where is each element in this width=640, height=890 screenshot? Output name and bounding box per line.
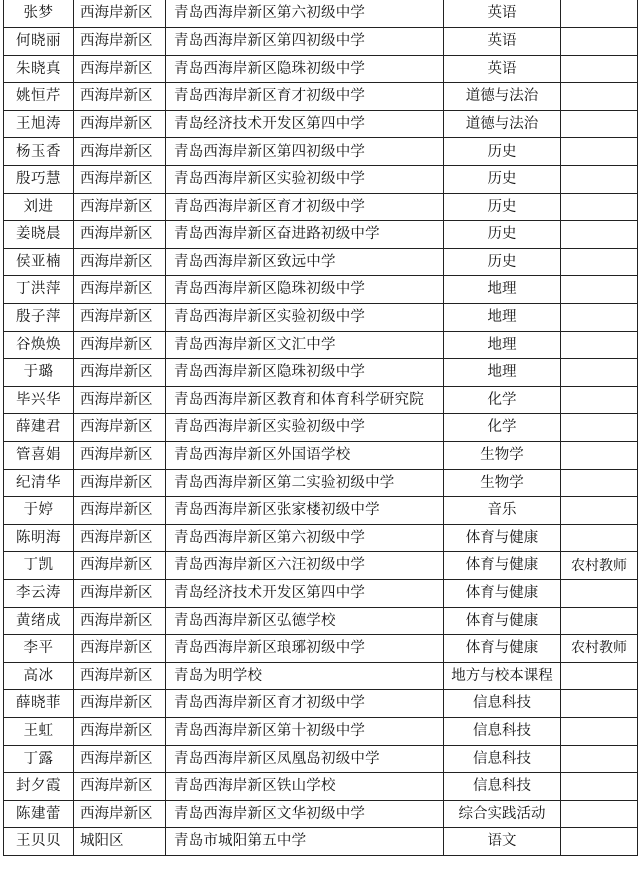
table-row [4,331,638,359]
subject-cell: 地理 [444,276,561,304]
school-cell: 青岛西海岸新区弘德学校 [166,607,444,635]
teacher-name-cell: 姚恒芹 [4,83,74,111]
table-row [4,193,638,221]
subject-cell: 信息科技 [444,773,561,801]
teacher-name-cell: 侯亚楠 [4,248,74,276]
teacher-name-cell: 薛建君 [4,414,74,442]
subject-cell: 体育与健康 [444,579,561,607]
teacher-name-cell: 丁洪萍 [4,276,74,304]
note-cell [561,166,638,194]
school-cell: 青岛西海岸新区第四初级中学 [166,138,444,166]
teacher-name-cell: 刘进 [4,193,74,221]
note-cell: 农村教师 [561,552,638,580]
subject-cell: 音乐 [444,497,561,525]
table-row [4,662,638,690]
school-cell: 青岛西海岸新区文华初级中学 [166,800,444,828]
note-cell [561,28,638,56]
school-cell: 青岛西海岸新区育才初级中学 [166,193,444,221]
note-cell [561,248,638,276]
district-cell: 西海岸新区 [74,359,166,387]
subject-cell: 历史 [444,166,561,194]
teacher-name-cell: 张梦 [4,0,74,28]
table-row [4,304,638,332]
school-cell: 青岛西海岸新区教育和体育科学研究院 [166,386,444,414]
subject-cell: 历史 [444,248,561,276]
subject-cell: 生物学 [444,469,561,497]
teacher-name-cell: 李平 [4,635,74,663]
table-row [4,552,638,580]
school-cell: 青岛西海岸新区第六初级中学 [166,0,444,28]
school-cell: 青岛西海岸新区实验初级中学 [166,166,444,194]
district-cell: 西海岸新区 [74,110,166,138]
subject-cell: 体育与健康 [444,635,561,663]
district-cell: 西海岸新区 [74,469,166,497]
table-row [4,524,638,552]
subject-cell: 体育与健康 [444,552,561,580]
note-cell [561,497,638,525]
district-cell: 西海岸新区 [74,193,166,221]
note-cell [561,0,638,28]
subject-cell: 信息科技 [444,690,561,718]
table-row [4,386,638,414]
subject-cell: 英语 [444,28,561,56]
district-cell: 西海岸新区 [74,28,166,56]
table-row [4,138,638,166]
table-row [4,0,638,28]
note-cell [561,55,638,83]
district-cell: 西海岸新区 [74,166,166,194]
district-cell: 西海岸新区 [74,524,166,552]
table-row [4,83,638,111]
note-cell [561,221,638,249]
teacher-name-cell: 黄绪成 [4,607,74,635]
table-row [4,442,638,470]
note-cell [561,442,638,470]
teacher-name-cell: 谷焕焕 [4,331,74,359]
table-row [4,469,638,497]
school-cell: 青岛市城阳第五中学 [166,828,444,856]
school-cell: 青岛西海岸新区凤凰岛初级中学 [166,745,444,773]
subject-cell: 地理 [444,331,561,359]
district-cell: 西海岸新区 [74,745,166,773]
subject-cell: 信息科技 [444,745,561,773]
note-cell [561,607,638,635]
teacher-name-cell: 王虹 [4,717,74,745]
teacher-name-cell: 姜晓晨 [4,221,74,249]
school-cell: 青岛西海岸新区文汇中学 [166,331,444,359]
table-row [4,800,638,828]
teacher-name-cell: 丁凯 [4,552,74,580]
subject-cell: 语文 [444,828,561,856]
subject-cell: 生物学 [444,442,561,470]
school-cell: 青岛西海岸新区铁山学校 [166,773,444,801]
district-cell: 西海岸新区 [74,773,166,801]
teacher-name-cell: 殷子萍 [4,304,74,332]
note-cell [561,331,638,359]
subject-cell: 化学 [444,386,561,414]
subject-cell: 地方与校本课程 [444,662,561,690]
table-row [4,773,638,801]
table-row [4,497,638,525]
teacher-name-cell: 殷巧慧 [4,166,74,194]
teacher-name-cell: 王旭涛 [4,110,74,138]
subject-cell: 道德与法治 [444,110,561,138]
subject-cell: 历史 [444,138,561,166]
district-cell: 西海岸新区 [74,497,166,525]
district-cell: 西海岸新区 [74,552,166,580]
roster-body [4,0,638,855]
district-cell: 西海岸新区 [74,717,166,745]
note-cell: 农村教师 [561,635,638,663]
subject-cell: 历史 [444,221,561,249]
subject-cell: 体育与健康 [444,524,561,552]
school-cell: 青岛西海岸新区实验初级中学 [166,414,444,442]
school-cell: 青岛西海岸新区张家楼初级中学 [166,497,444,525]
school-cell: 青岛西海岸新区育才初级中学 [166,83,444,111]
table-row [4,359,638,387]
school-cell: 青岛经济技术开发区第四中学 [166,110,444,138]
district-cell: 西海岸新区 [74,607,166,635]
table-row [4,828,638,856]
school-cell: 青岛西海岸新区外国语学校 [166,442,444,470]
district-cell: 西海岸新区 [74,0,166,28]
school-cell: 青岛西海岸新区琅琊初级中学 [166,635,444,663]
school-cell: 青岛西海岸新区隐珠初级中学 [166,359,444,387]
teacher-roster-table [3,0,638,856]
subject-cell: 道德与法治 [444,83,561,111]
note-cell [561,469,638,497]
note-cell [561,110,638,138]
table-row [4,607,638,635]
subject-cell: 化学 [444,414,561,442]
school-cell: 青岛西海岸新区致远中学 [166,248,444,276]
table-row [4,745,638,773]
note-cell [561,745,638,773]
table-row [4,55,638,83]
subject-cell: 体育与健康 [444,607,561,635]
school-cell: 青岛西海岸新区奋进路初级中学 [166,221,444,249]
teacher-name-cell: 陈建蕾 [4,800,74,828]
district-cell: 西海岸新区 [74,579,166,607]
note-cell [561,828,638,856]
district-cell: 西海岸新区 [74,304,166,332]
note-cell [561,773,638,801]
table-row [4,690,638,718]
table-row [4,166,638,194]
district-cell: 西海岸新区 [74,414,166,442]
note-cell [561,359,638,387]
school-cell: 青岛西海岸新区六汪初级中学 [166,552,444,580]
teacher-name-cell: 高冰 [4,662,74,690]
district-cell: 西海岸新区 [74,138,166,166]
teacher-name-cell: 何晓丽 [4,28,74,56]
school-cell: 青岛西海岸新区第十初级中学 [166,717,444,745]
school-cell: 青岛西海岸新区实验初级中学 [166,304,444,332]
table-row [4,276,638,304]
teacher-name-cell: 朱晓真 [4,55,74,83]
note-cell [561,414,638,442]
district-cell: 西海岸新区 [74,221,166,249]
school-cell: 青岛西海岸新区隐珠初级中学 [166,55,444,83]
table-row [4,248,638,276]
teacher-name-cell: 陈明海 [4,524,74,552]
note-cell [561,524,638,552]
teacher-name-cell: 丁露 [4,745,74,773]
note-cell [561,193,638,221]
school-cell: 青岛西海岸新区育才初级中学 [166,690,444,718]
note-cell [561,800,638,828]
subject-cell: 地理 [444,359,561,387]
note-cell [561,690,638,718]
subject-cell: 地理 [444,304,561,332]
school-cell: 青岛西海岸新区第四初级中学 [166,28,444,56]
district-cell: 西海岸新区 [74,690,166,718]
note-cell [561,717,638,745]
school-cell: 青岛经济技术开发区第四中学 [166,579,444,607]
teacher-name-cell: 于璐 [4,359,74,387]
district-cell: 西海岸新区 [74,442,166,470]
table-row [4,414,638,442]
teacher-name-cell: 毕兴华 [4,386,74,414]
district-cell: 城阳区 [74,828,166,856]
district-cell: 西海岸新区 [74,386,166,414]
note-cell [561,138,638,166]
teacher-name-cell: 于婷 [4,497,74,525]
table-row [4,635,638,663]
district-cell: 西海岸新区 [74,635,166,663]
subject-cell: 信息科技 [444,717,561,745]
teacher-name-cell: 李云涛 [4,579,74,607]
subject-cell: 英语 [444,0,561,28]
note-cell [561,662,638,690]
school-cell: 青岛西海岸新区第六初级中学 [166,524,444,552]
district-cell: 西海岸新区 [74,662,166,690]
note-cell [561,304,638,332]
table-row [4,579,638,607]
note-cell [561,83,638,111]
school-cell: 青岛西海岸新区隐珠初级中学 [166,276,444,304]
teacher-name-cell: 管喜娟 [4,442,74,470]
school-cell: 青岛西海岸新区第二实验初级中学 [166,469,444,497]
table-row [4,28,638,56]
district-cell: 西海岸新区 [74,276,166,304]
subject-cell: 历史 [444,193,561,221]
teacher-name-cell: 封夕霞 [4,773,74,801]
school-cell: 青岛为明学校 [166,662,444,690]
district-cell: 西海岸新区 [74,55,166,83]
district-cell: 西海岸新区 [74,83,166,111]
teacher-name-cell: 纪清华 [4,469,74,497]
district-cell: 西海岸新区 [74,248,166,276]
table-row [4,110,638,138]
note-cell [561,276,638,304]
note-cell [561,579,638,607]
teacher-name-cell: 薛晓菲 [4,690,74,718]
district-cell: 西海岸新区 [74,331,166,359]
subject-cell: 综合实践活动 [444,800,561,828]
district-cell: 西海岸新区 [74,800,166,828]
teacher-name-cell: 杨玉香 [4,138,74,166]
subject-cell: 英语 [444,55,561,83]
table-row [4,221,638,249]
table-row [4,717,638,745]
note-cell [561,386,638,414]
teacher-name-cell: 王贝贝 [4,828,74,856]
